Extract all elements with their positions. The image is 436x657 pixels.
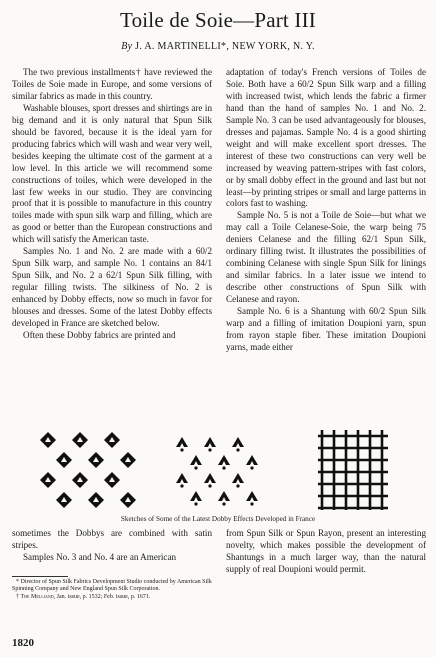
paragraph: Sample No. 5 is not a Toile de Soie—but what we may call a Toile Celanese-Soie, the warp being 75 deniers Celanese and the filling 62/1 Spun Silk, ordinary filling twist. It illustrates the possibilities of combining Celanese with single Spun Silk for linings and similar fabrics. In a later issue we intend to describe other constructions of Spun Silk with Celanese and rayon.: [226, 210, 426, 305]
paragraph: Samples No. 1 and No. 2 are made with a 60/2 Spun Silk warp, and sample No. 1 contains an 84/1 Spun Silk, and No. 2 a 62/1 Spun Silk filling, with regular filling twists. The silkiness of No. 2 is enhanced by Dobby effects, now so much in favor for blouses and dresses. Some of the latest Dobby effects developed in France are sketched below.: [12, 246, 212, 329]
article-title: Toile de Soie—Part III: [120, 8, 316, 32]
byline-author: J. A. MARTINELLI*, NEW YORK, N. Y.: [135, 41, 315, 52]
right-column-bottom: [226, 528, 426, 576]
figure-caption: Sketches of Some of the Latest Dobby Effects Developed in France: [120, 515, 316, 523]
footnote-reference: [12, 594, 212, 601]
footnote-pages: , Jan. issue, p. 1532; Feb. issue, p. 1671.: [53, 593, 151, 600]
page-number: 1820: [12, 637, 34, 649]
paragraph: adaptation of today's French versions of Toiles de Soie. Both have a 60/2 Spun Silk warp and a filling with increased twist, which lends the fabric a firmer hand than the hand of samples No. 1 and No. 2. Sample No. 3 can be used advantageously for blouses, dresses and pajamas. Sample No. 4 is a good shirting weight and will make excellent sport dresses. The interest of these two constructions can very well be increased by weaving pattern-stripes with fast colors, or by small dobby effect in the ground and last but not least—by printing stripes or small and large patterns in colors fast to washing.: [226, 67, 426, 209]
byline-by: By: [121, 41, 133, 52]
paragraph: Washable blouses, sport dresses and shirtings are in big demand and it is only natural that Spun Silk should be favored, because it is the ideal yarn for producing fabrics which will wash and wear very well, besides keeping the ultimate cost of the garment at a low level. In this article we will recommend some constructions of toiles, which were developed in the last few weeks in our studio. They are convincing proof that it is possible to manufacture in this country toiles made with spun silk warp and filling, which are as good or better than the European constructions and which will satisfy the American taste.: [12, 102, 212, 245]
footnote-author: * Director of Spun Silk Fabrics Development Studio conducted by American Silk Spinning Company and New England Spun Silk Corporation.: [12, 579, 212, 593]
footnotes: [12, 579, 212, 602]
paragraph: The two previous installments† have reviewed the Toiles de Soie made in Europe, and some versions of similar fabrics as made in this country.: [12, 67, 212, 101]
right-column: [226, 67, 426, 354]
paragraph: Sample No. 6 is a Shantung with 60/2 Spun Silk warp and a filling of imitation Doupioni yarn, spun from rayon staple fiber. These imitation Doupioni yarns, made either: [226, 306, 426, 352]
dobby-arrow-pattern: [172, 435, 272, 515]
left-column: [12, 67, 212, 342]
dobby-grid-pattern: [318, 430, 388, 510]
dobby-diamond-pattern: [38, 430, 158, 510]
dobby-figures: [0, 430, 436, 510]
paragraph: sometimes the Dobbys are combined with satin stripes.: [12, 528, 212, 550]
paragraph: from Spun Silk or Spun Rayon, present an interesting novelty, which makes possible the development of Shantungs in a much larger way, than the natural supply of real Doupioni would permit.: [226, 528, 426, 574]
footnote-mark: †: [16, 593, 21, 600]
paragraph: Samples No. 3 and No. 4 are an American: [23, 551, 177, 562]
footnote-rule: [12, 576, 68, 577]
paragraph: Often these Dobby fabrics are printed and: [23, 329, 176, 340]
byline: [0, 41, 436, 52]
footnote-journal: The Melliand: [20, 593, 54, 600]
left-column-bottom: [12, 528, 212, 564]
